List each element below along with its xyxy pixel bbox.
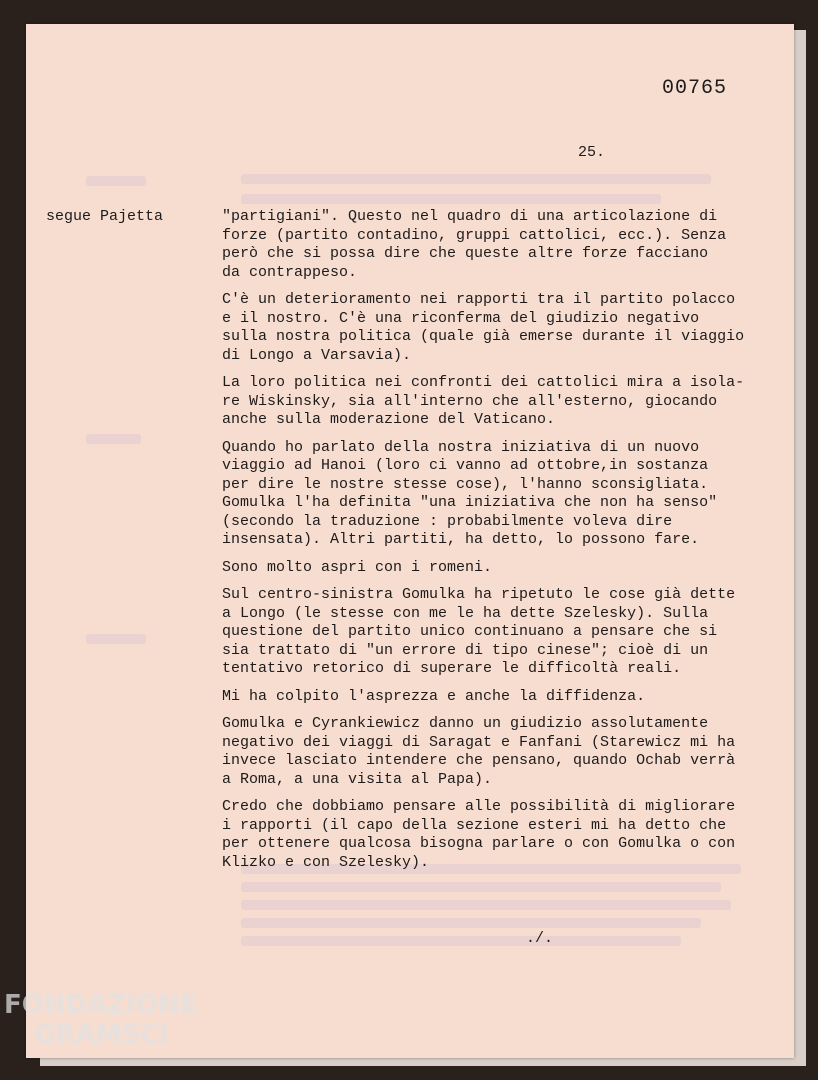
text-line: C'è un deterioramento nei rapporti tra il partito polacco <box>222 291 736 308</box>
bleed-through-line <box>241 194 661 204</box>
text-line: Quando ho parlato della nostra iniziativa di un nuovo <box>222 438 700 456</box>
text-line: sia trattato di "un errore di tipo cinese"; cioè di un <box>222 641 709 659</box>
text-line: Mi ha colpito l'asprezza e anche la diffidenza. <box>222 687 646 705</box>
bleed-through-line <box>86 434 141 444</box>
text-line: sulla nostra politica (quale già emerse durante il viaggio <box>222 328 745 345</box>
text-line: Credo che dobbiamo pensare alle possibilità di migliorare <box>222 798 736 815</box>
text-line: Gomulka e Cyrankiewicz danno un giudizio assolutamente <box>222 715 709 732</box>
text-line: a Longo (le stesse con me le ha dette Szelesky). Sulla <box>222 604 709 622</box>
text-line: però che si possa dire che queste altre forze facciano <box>222 245 709 262</box>
text-line: Sono molto aspri con i romeni. <box>222 558 493 576</box>
paragraph <box>222 586 782 679</box>
text-line: invece lasciato intendere che pensano, quando Ochab verrà <box>222 752 736 769</box>
watermark-line-2: GRAMSCI <box>34 1020 169 1050</box>
paragraph <box>222 798 782 872</box>
bleed-through-line <box>241 174 711 184</box>
continuation-mark: ./. <box>526 930 554 947</box>
bleed-through-line <box>241 936 681 946</box>
text-line: insensata). Altri partiti, ha detto, lo possono fare. <box>222 531 700 548</box>
bleed-through-line <box>86 176 146 186</box>
text-line: "partigiani". Questo nel quadro di una articolazione di <box>222 208 718 225</box>
text-line: negativo dei viaggi di Saragat e Fanfani (Starewicz mi ha <box>222 733 736 751</box>
text-line: da contrappeso. <box>222 263 358 281</box>
speaker-label: segue Pajetta <box>46 208 164 225</box>
text-line: per ottenere qualcosa bisogna parlare o con Gomulka o con <box>222 835 736 852</box>
bleed-through-line <box>241 918 701 928</box>
paragraph <box>222 715 782 789</box>
text-line: anche sulla moderazione del Vaticano. <box>222 411 556 428</box>
paragraph <box>222 208 782 282</box>
watermark-line-1: FONDAZIONE <box>4 990 198 1020</box>
bleed-through-line <box>86 634 146 644</box>
paragraph <box>222 559 782 578</box>
text-line: e il nostro. C'è una riconferma del giudizio negativo <box>222 309 700 327</box>
text-line: viaggio ad Hanoi (loro ci vanno ad ottobre,in sostanza <box>222 457 709 474</box>
text-line: La loro politica nei confronti dei cattolici mira a isola- <box>222 374 745 391</box>
text-line: Klizko e con Szelesky). <box>222 853 430 871</box>
paragraph <box>222 291 782 365</box>
document-body <box>222 208 782 881</box>
text-line: i rapporti (il capo della sezione esteri mi ha detto che <box>222 816 727 834</box>
text-line: forze (partito contadino, gruppi cattolici, ecc.). Senza <box>222 226 727 244</box>
fondazione-gramsci-watermark <box>4 990 197 1050</box>
text-line: a Roma, a una visita al Papa). <box>222 770 493 788</box>
paragraph <box>222 374 782 430</box>
text-line: Sul centro-sinistra Gomulka ha ripetuto le cose già dette <box>222 586 736 603</box>
archive-number: 00765 <box>662 77 728 100</box>
text-line: (secondo la traduzione : probabilmente voleva dire <box>222 512 673 530</box>
paragraph <box>222 439 782 550</box>
text-line: questione del partito unico continuano a pensare che si <box>222 623 718 640</box>
text-line: re Wiskinsky, sia all'interno che all'esterno, giocando <box>222 392 718 410</box>
page-number: 25. <box>578 144 606 161</box>
bleed-through-line <box>241 882 721 892</box>
bleed-through-line <box>241 900 731 910</box>
text-line: Gomulka l'ha definita "una iniziativa che non ha senso" <box>222 494 718 511</box>
text-line: di Longo a Varsavia). <box>222 346 412 364</box>
document-page <box>26 24 794 1058</box>
paragraph <box>222 688 782 707</box>
text-line: per dire le nostre stesse cose), l'hanno sconsigliata. <box>222 475 709 493</box>
text-line: tentativo retorico di superare le difficoltà reali. <box>222 660 682 677</box>
